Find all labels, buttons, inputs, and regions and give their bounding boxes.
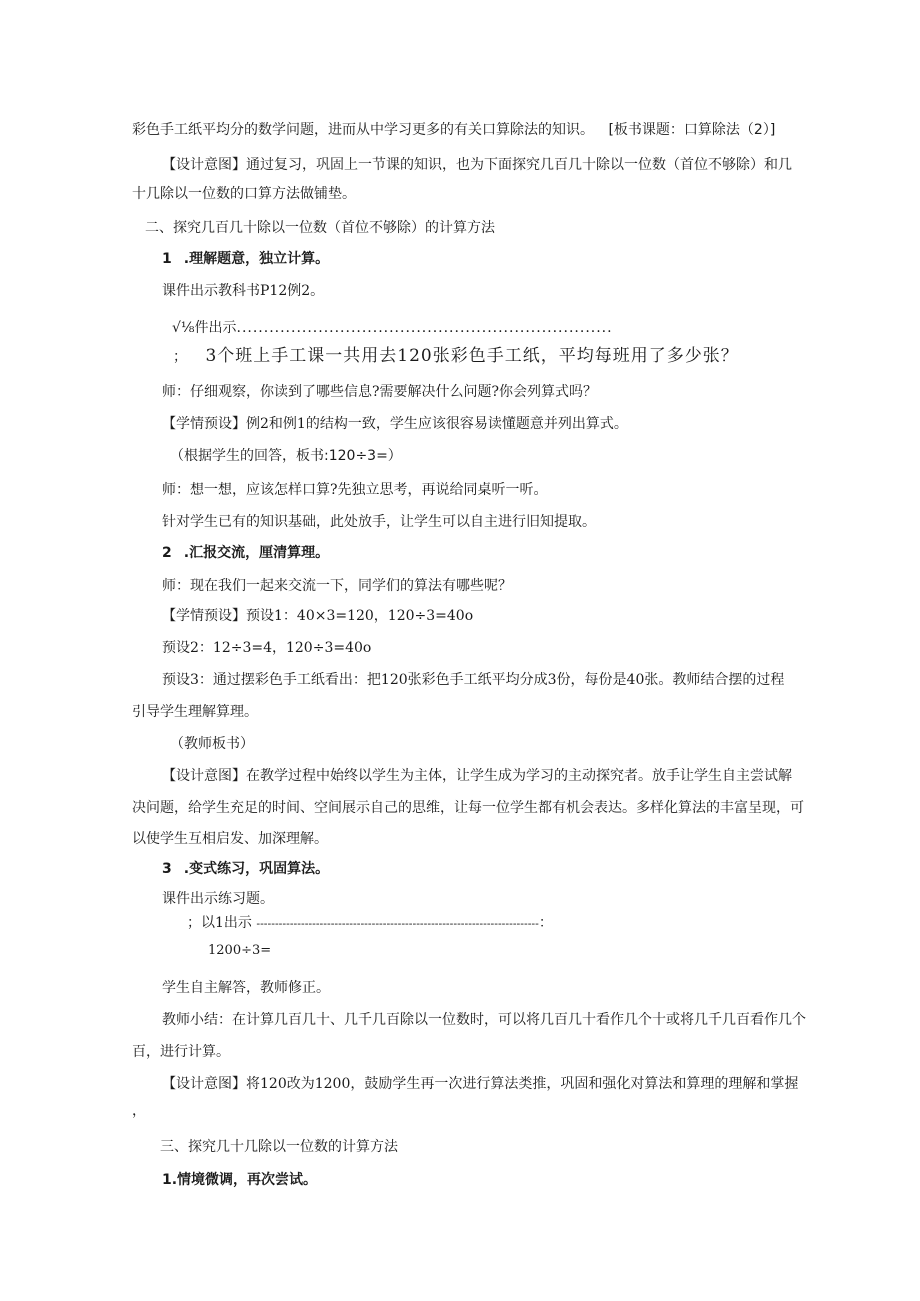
paragraph-line: 学生自主解答，教师修正。	[162, 980, 330, 996]
courseware-label: ；以1出示	[187, 915, 252, 931]
exercise-text: 1200÷3=	[208, 943, 272, 958]
paragraph-line: 课件出示教科书P12例2。	[162, 283, 325, 299]
border-mark: ；	[173, 349, 187, 365]
problem-text: 3个班上手工课一共用去120张彩色手工纸，平均每班用了多少张？	[205, 346, 739, 366]
paragraph-line: 以使学生互相启发、加深理解。	[132, 831, 328, 847]
dashed-border: ----------------------------------------------------------------------------	[256, 917, 539, 930]
paragraph-line	[162, 414, 628, 434]
paragraph-line: （教师板书）	[170, 736, 254, 752]
courseware-problem	[173, 346, 739, 367]
design-intent-tag: 【设计意图】	[162, 1076, 246, 1092]
subsection-heading: 1.情境微调，再次尝试。	[162, 1172, 318, 1188]
subsection-number: 2	[162, 545, 172, 561]
paragraph-line: 师：想一想，应该怎样口算?先独立思考，再说给同桌听一听。	[162, 482, 548, 498]
paragraph-line: 课件出示练习题。	[162, 891, 274, 907]
paragraph-line: 决问题，给学生充足的时间、空间展示自己的思维，让每一位学生都有机会表达。多样化算法的丰富呈现，可	[132, 800, 804, 816]
section-heading: 三、探究几十几除以一位数的计算方法	[160, 1139, 398, 1155]
paragraph-line: ，	[132, 1103, 146, 1119]
dotted-border: .....................................................................	[236, 320, 613, 336]
text: 预设1：40×3=120，120÷3=40o	[246, 608, 474, 624]
design-intent-tag: 【设计意图】	[162, 157, 246, 173]
student-preset-tag: 【学情预设】	[162, 608, 246, 624]
paragraph-line: 师：仔细观察，你读到了哪些信息?需要解决什么问题?你会列算式吗？	[162, 384, 598, 400]
subsection-number: 3	[162, 861, 172, 877]
design-intent-tag: 【设计意图】	[162, 768, 246, 784]
subsection-heading	[162, 249, 329, 269]
courseware-box-top	[172, 318, 613, 338]
subsection-title: .汇报交流，厘清算理。	[183, 545, 330, 561]
paragraph-line	[162, 155, 792, 175]
border-mark: ：	[538, 915, 553, 931]
board-title: [板书课题：口算除法（2）]	[608, 122, 776, 138]
section-heading: 二、探究几百几十除以一位数（首位不够除）的计算方法	[145, 220, 495, 236]
paragraph-line: 百，进行计算。	[132, 1044, 230, 1060]
text: 例2和例1的结构一致，学生应该很容易读懂题意并列出算式。	[246, 416, 628, 432]
paragraph-line: （根据学生的回答，板书:120÷3=）	[170, 448, 402, 464]
courseware-box-top	[187, 913, 553, 934]
paragraph-line: 预设3：通过摆彩色手工纸看出：把120张彩色手工纸平均分成3份，每份是40张。教师结合摆的过程	[162, 672, 785, 688]
subsection-heading	[162, 859, 329, 879]
subsection-title: .理解题意，独立计算。	[183, 251, 330, 267]
paragraph-line	[162, 1074, 798, 1094]
text: 将120改为1200，鼓励学生再一次进行算法类推，巩固和强化对算法和算理的理解和掌握	[246, 1076, 799, 1092]
paragraph-line: 针对学生已有的知识基础，此处放手，让学生可以自主进行旧知提取。	[162, 514, 596, 530]
paragraph-line	[162, 606, 473, 626]
subsection-number: 1	[162, 251, 172, 267]
text: 彩色手工纸平均分的数学问题，进而从中学习更多的有关口算除法的知识。	[132, 122, 594, 138]
text: 通过复习，巩固上一节课的知识，也为下面探究几百几十除以一位数（首位不够除）和几	[246, 157, 792, 173]
subsection-heading	[162, 543, 329, 563]
paragraph-line	[162, 766, 792, 786]
subsection-title: .变式练习，巩固算法。	[183, 861, 330, 877]
student-preset-tag: 【学情预设】	[162, 416, 246, 432]
paragraph-line: 引导学生理解算理。	[132, 704, 258, 720]
text: 在教学过程中始终以学生为主体，让学生成为学习的主动探究者。放手让学生自主尝试解	[246, 768, 792, 784]
paragraph-line: 预设2：12÷3=4，120÷3=40o	[162, 640, 372, 656]
paragraph-line	[132, 120, 775, 140]
paragraph-line: 师：现在我们一起来交流一下，同学们的算法有哪些呢？	[162, 578, 512, 594]
paragraph-line: 十几除以一位数的口算方法做铺垫。	[132, 186, 356, 202]
courseware-label: √⅛件出示	[172, 320, 237, 336]
paragraph-line: 教师小结：在计算几百几十、几千几百除以一位数时，可以将几百几十看作几个十或将几千几百看作几个	[162, 1012, 806, 1028]
